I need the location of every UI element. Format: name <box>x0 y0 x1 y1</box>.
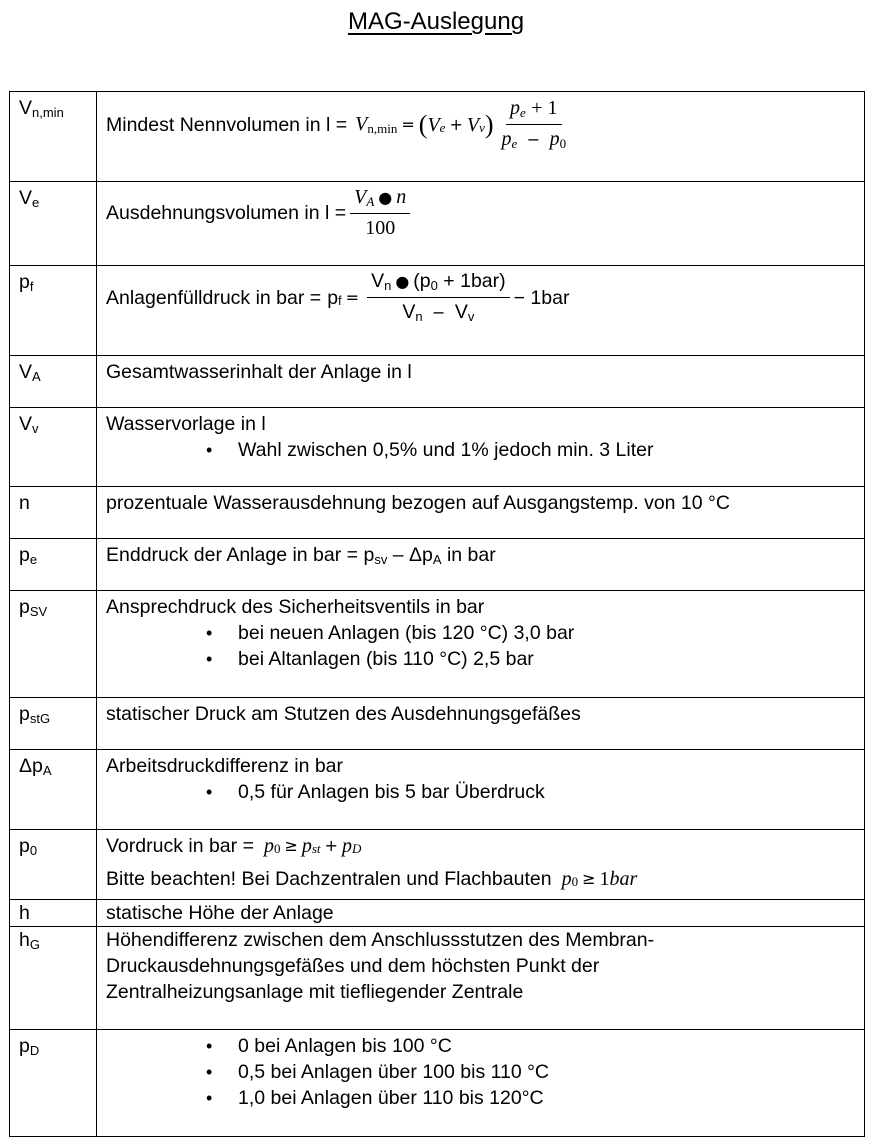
list-item: • bei Altanlagen (bis 110 °C) 2,5 bar <box>106 646 858 672</box>
table-row <box>10 698 865 750</box>
symbol-cell: $p_{stG}$ <box>10 698 97 750</box>
table-row <box>10 900 865 927</box>
table-row <box>10 182 865 266</box>
description-text: Arbeitsdruckdifferenz in bar <box>106 755 344 777</box>
fraction: $\frac{V_A ● n}{100}$ <box>350 185 410 240</box>
description-cell <box>97 591 865 698</box>
table-row <box>10 487 865 539</box>
description-line: Druckausdehnungsgefäßes und dem höchsten Punkt der <box>106 955 600 977</box>
symbol-cell: $p_{SV}$ <box>10 591 97 698</box>
description-text: statische Höhe der Anlage <box>106 902 334 924</box>
symbol-cell <box>10 92 97 182</box>
symbol-cell: $p_e$ <box>10 539 97 591</box>
description-text: Anlagenfülldruck in bar = <box>106 286 322 309</box>
description-cell <box>97 698 865 750</box>
table-row <box>10 750 865 830</box>
table-row <box>10 356 865 408</box>
table-row <box>10 927 865 1030</box>
list-item: • 0,5 bei Anlagen über 100 bis 110 °C <box>106 1059 858 1085</box>
table-row <box>10 92 865 182</box>
description-line: Zentralheizungsanlage mit tiefliegender Zentrale <box>106 981 524 1003</box>
table-row <box>10 266 865 356</box>
symbol-subscript: n,min <box>32 105 64 120</box>
description-line: Höhendifferenz zwischen dem Anschlussstutzen des Membran- <box>106 929 655 951</box>
description-cell <box>97 539 865 591</box>
bullet-list <box>106 437 858 463</box>
table-row <box>10 539 865 591</box>
description-cell <box>97 182 865 266</box>
symbol-cell: $h_G$ <box>10 927 97 1030</box>
description-text: statischer Druck am Stutzen des Ausdehnungsgefäßes <box>106 703 581 725</box>
description-cell <box>97 750 865 830</box>
symbol-cell: $V_v$ <box>10 408 97 487</box>
symbol-cell: h <box>10 900 97 927</box>
symbol-cell: $V_A$ <box>10 356 97 408</box>
description-text: Gesamtwasserinhalt der Anlage in l <box>106 361 412 383</box>
formula: $V_{n,min}$ <box>355 112 398 136</box>
list-item: • 0 bei Anlagen bis 100 °C <box>106 1033 858 1059</box>
symbol-cell: $p_D$ <box>10 1030 97 1137</box>
bullet-list <box>106 1033 858 1111</box>
list-item: • Wahl zwischen 0,5% und 1% jedoch min. 3 Liter <box>106 437 858 463</box>
list-item: • bei neuen Anlagen (bis 120 °C) 3,0 bar <box>106 620 858 646</box>
fraction: $\frac{p_e + 1}{p_e - p_0}$ <box>501 97 567 151</box>
list-item: • 0,5 für Anlagen bis 5 bar Überdruck <box>106 779 858 805</box>
table-row <box>10 1030 865 1137</box>
description-cell: Anlagenfülldruck in bar = p $_f$ = $\frac{V_n ● (p_0 + 1bar)}{V_n - V_v}$ − 1bar <box>97 266 865 356</box>
table-row <box>10 830 865 900</box>
parameter-table <box>9 91 865 1137</box>
description-cell <box>97 927 865 1030</box>
description-text: Ausdehnungsvolumen in l = <box>106 201 347 224</box>
symbol-cell: $V_e$ <box>10 182 97 266</box>
symbol-cell: n <box>10 487 97 539</box>
symbol-cell: $\Delta p_A$ <box>10 750 97 830</box>
bullet-list <box>106 779 858 805</box>
description-cell <box>97 1030 865 1137</box>
symbol-cell: $p_f$ <box>10 266 97 356</box>
symbol: V <box>19 97 33 119</box>
description-text: Mindest Nennvolumen in l = <box>106 113 348 136</box>
description-text: Vordruck in bar = <box>106 835 254 857</box>
description-text: prozentuale Wasserausdehnung bezogen auf Ausgangstemp. von 10 °C <box>106 492 730 514</box>
bullet-list <box>106 620 858 672</box>
list-item: • 1,0 bei Anlagen über 110 bis 120°C <box>106 1085 858 1111</box>
description-cell: Mindest Nennvolumen in l = $V_{n,min}$ = ( V $_e$ + V $_v$ ) $\frac{p_e + 1}{p_e - p_0}$ <box>97 92 865 182</box>
page-title: MAG-Auslegung <box>347 8 525 35</box>
description-text: Enddruck der Anlage in bar = $p_{sv} - \Delta p_A$ in bar <box>106 544 496 567</box>
table-row <box>10 591 865 698</box>
description-cell <box>97 408 865 487</box>
description-text: Ansprechdruck des Sicherheitsventils in bar <box>106 596 485 618</box>
description-text: Wasservorlage in l <box>106 413 266 435</box>
description-cell: Vordruck in bar = p $_0$ ≥ p $_{st}$ + p $_D$ Bitte beachten! Bei Dachzentralen und Flachbauten p $_0$ ≥ 1 bar <box>97 830 865 900</box>
description-cell <box>97 487 865 539</box>
fraction: $\frac{V_n ● (p_0 + 1bar)}{V_n - V_v}$ <box>367 269 510 326</box>
description-cell <box>97 900 865 927</box>
symbol-cell: $p_0$ <box>10 830 97 900</box>
note-text: Bitte beachten! Bei Dachzentralen und Flachbauten <box>106 868 552 890</box>
table-row <box>10 408 865 487</box>
description-cell <box>97 356 865 408</box>
